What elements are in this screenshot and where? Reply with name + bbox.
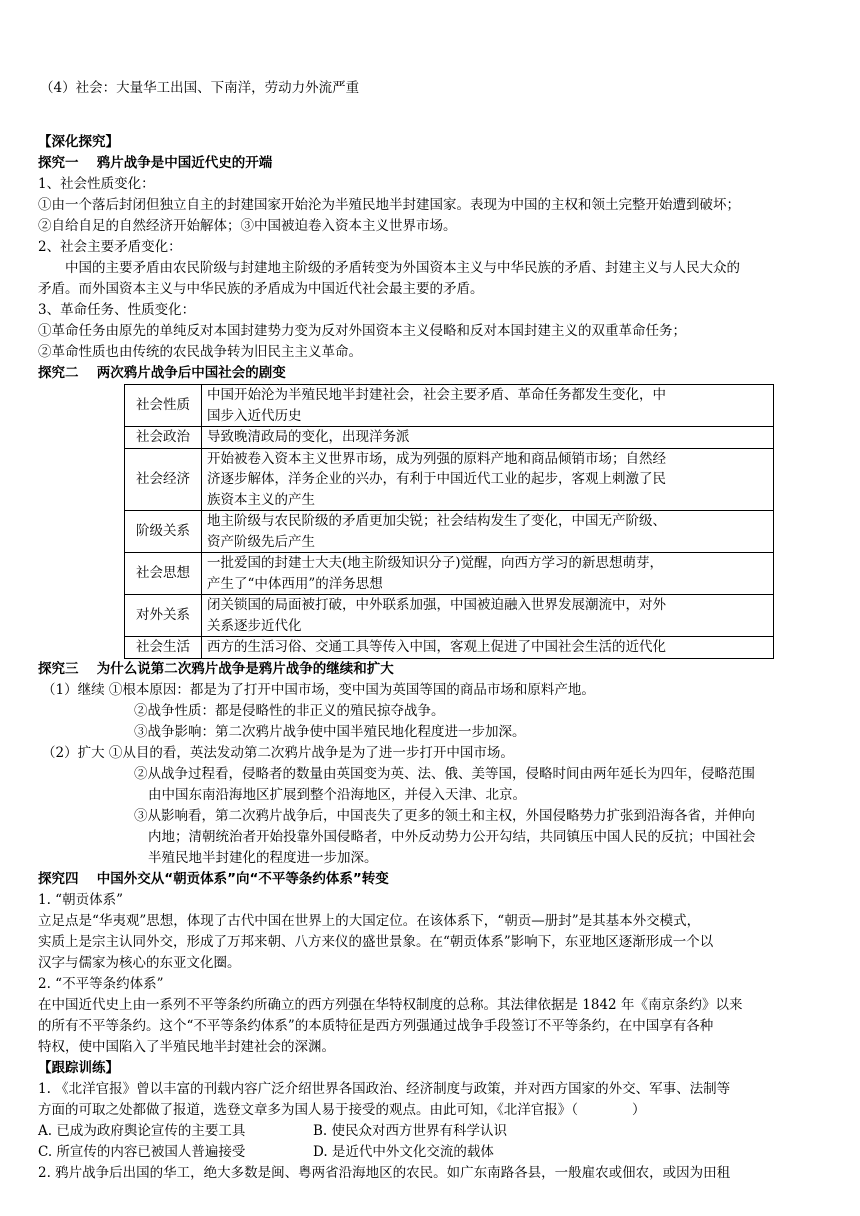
question-1: 1. 《北洋官报》曾以丰富的刊载内容广泛介绍世界各国政治、经济制度与政策，并对西方国家的外交、军事、法制等 [38,1080,731,1097]
table-key: 社会思想 [125,553,202,595]
table-row [125,448,774,511]
table-key: 社会性质 [125,385,202,427]
cell-line: 族资本主义的产生 [207,491,315,508]
question-2: 2. 鸦片战争后出国的华工，绝大多数是闽、粤两省沿海地区的农民。如广东南路各县，一般雇农或佃农，或因为田租 [38,1164,731,1181]
cell-line: 西方的生活习俗、交通工具等传入中国，客观上促进了中国社会生活的近代化 [207,639,666,655]
table-key: 对外关系 [125,595,202,637]
cell-line: 关系逐步近代化 [207,617,302,634]
topic-2-title: 探究二 两次鸦片战争后中国社会的剧变 [38,365,286,381]
table-key: 社会政治 [125,427,202,449]
topic-3-title: 探究三 为什么说第二次鸦片战争是鸦片战争的继续和扩大 [38,660,394,677]
topic-3-line: ②从战争过程看，侵略者的数量由英国变为英、法、俄、美等国，侵略时间由两年延长为四年，侵略范围 [134,765,755,782]
table-value [202,427,774,449]
topic-1-para: ②革命性质也由传统的农民战争转为旧民主主义革命。 [38,344,362,360]
topic-1-para: ②自给自足的自然经济开始解体；③中国被迫卷入资本主义世界市场。 [38,218,457,234]
topic-3-line: 由中国东南沿海地区扩展到整个沿海地区，并侵入天津、北京。 [148,786,526,803]
topic-1-title: 探究一 鸦片战争是中国近代史的开端 [38,155,273,171]
table-value [202,385,774,427]
cell-line: 国步入近代历史 [207,407,302,424]
table-row [125,385,774,427]
table-value [202,511,774,553]
topic-3-line: 半殖民地半封建化的程度进一步加深。 [148,849,378,866]
table-row [125,637,774,659]
cell-line: 济逐步解体，洋务企业的兴办，有利于中国近代工业的起步，客观上刺激了民 [207,471,666,487]
table-value [202,595,774,637]
table-row [125,511,774,553]
topic-1-sub-3: 3、革命任务、性质变化： [38,302,196,318]
option-d: D. 是近代中外文化交流的载体 [313,1143,494,1160]
table-value [202,448,774,511]
topic-4-title: 探究四 中国外交从“朝贡体系”向“不平等条约体系”转变 [38,870,389,887]
table-value [202,637,774,659]
topic-3-line: 内地；清朝统治者开始投靠外国侵略者，中外反动势力公开勾结，共同镇压中国人民的反抗；中国社会 [148,828,756,845]
option-a: A. 已成为政府舆论宣传的主要工具 [38,1122,246,1139]
table-key: 社会生活 [125,637,202,659]
question-1: 方面的可取之处都做了报道，选登文章多为国人易于接受的观点。由此可知，《北洋官报》（ ） [38,1101,646,1118]
cell-line: 导致晚清政局的变化，出现洋务派 [207,429,410,445]
topic-1-para: 中国的主要矛盾由农民阶级与封建地主阶级的矛盾转变为外国资本主义与中华民族的矛盾、封建主义与人民大众的 [65,260,740,276]
option-c: C. 所宣传的内容已被国人普遍接受 [38,1143,246,1160]
cell-line: 开始被卷入资本主义世界市场，成为列强的原料产地和商品倾销市场；自然经 [207,450,666,467]
topic-4-para: 实质上是宗主认同外交，形成了万邦来朝、八方来仪的盛世景象。在“朝贡体系”影响下，东亚地区逐渐形成一个以 [38,933,714,950]
topic-4-para: 的所有不平等条约。这个“不平等条约体系”的本质特征是西方列强通过战争手段签订不平等条约，在中国享有各种 [38,1017,714,1034]
cell-line: 中国开始沦为半殖民地半封建社会，社会主要矛盾、革命任务都发生变化，中 [207,387,666,403]
cell-line: 产生了“中体西用”的洋务思想 [207,575,383,592]
cell-line: 资产阶级先后产生 [207,533,315,550]
options-row [38,1142,828,1163]
table-value [202,553,774,595]
table-row [125,595,774,637]
topic-3-line: ③从影响看，第二次鸦片战争后，中国丧失了更多的领土和主权，外国侵略势力扩张到沿海各省，并伸向 [134,807,755,824]
option-b: B. 使民众对西方世界有科学认识 [313,1122,508,1139]
topic-4-para: 特权，使中国陷入了半殖民地半封建社会的深渊。 [38,1038,335,1055]
topic-1-sub-2: 2、社会主要矛盾变化： [38,239,182,255]
society-change-table [124,384,774,659]
topic-1-para: ①革命任务由原先的单纯反对本国封建势力变为反对外国资本主义侵略和反对本国封建主义的双重革命任务； [38,323,686,339]
table-row [125,553,774,595]
topic-1-para: ①由一个落后封闭但独立自主的封建国家开始沦为半殖民地半封建国家。表现为中国的主权和领土完整开始遭到破坏； [38,197,740,213]
cell-line: 闭关锁国的局面被打破，中外联系加强，中国被迫融入世界发展潮流中，对外 [207,597,666,613]
topic-4-sub-1: 1. “朝贡体系” [38,891,123,908]
table-row [125,427,774,449]
topic-4-para: 立足点是“华夷观”思想，体现了古代中国在世界上的大国定位。在该体系下，“朝贡—册封”是其基本外交模式， [38,912,701,929]
topic-3-line: ②战争性质：都是侵略性的非正义的殖民掠夺战争。 [134,702,445,719]
topic-3-line: （2）扩大 ①从目的看，英法发动第二次鸦片战争是为了进一步打开中国市场。 [42,744,514,761]
document-page [38,0,828,1184]
topic-3-line: （1）继续 ①根本原因：都是为了打开中国市场，变中国为英国等国的商品市场和原料产地。 [42,681,595,698]
topic-1-sub-1: 1、社会性质变化： [38,176,155,192]
table-key: 阶级关系 [125,511,202,553]
topic-4-para: 在中国近代史上由一系列不平等条约所确立的西方列强在华特权制度的总称。其法律依据是 1842 年《南京条约》以来 [38,996,743,1013]
options-row [38,1121,828,1142]
section-heading-track: 【跟踪训练】 [38,1059,119,1076]
section-heading-deep: 【深化探究】 [38,134,119,150]
intro-line: （4）社会：大量华工出国、下南洋，劳动力外流严重 [40,80,360,96]
cell-line: 一批爱国的封建士大夫(地主阶级知识分子)觉醒，向西方学习的新思想萌芽， [207,555,664,571]
topic-3-line: ③战争影响：第二次鸦片战争使中国半殖民地化程度进一步加深。 [134,723,526,740]
table-key: 社会经济 [125,448,202,511]
topic-4-sub-2: 2. “不平等条约体系” [38,975,164,992]
cell-line: 地主阶级与农民阶级的矛盾更加尖锐；社会结构发生了变化，中国无产阶级、 [207,513,666,529]
topic-1-para: 矛盾。而外国资本主义与中华民族的矛盾成为中国近代社会最主要的矛盾。 [38,281,484,297]
topic-4-para: 汉字与儒家为核心的东亚文化圈。 [38,954,241,971]
